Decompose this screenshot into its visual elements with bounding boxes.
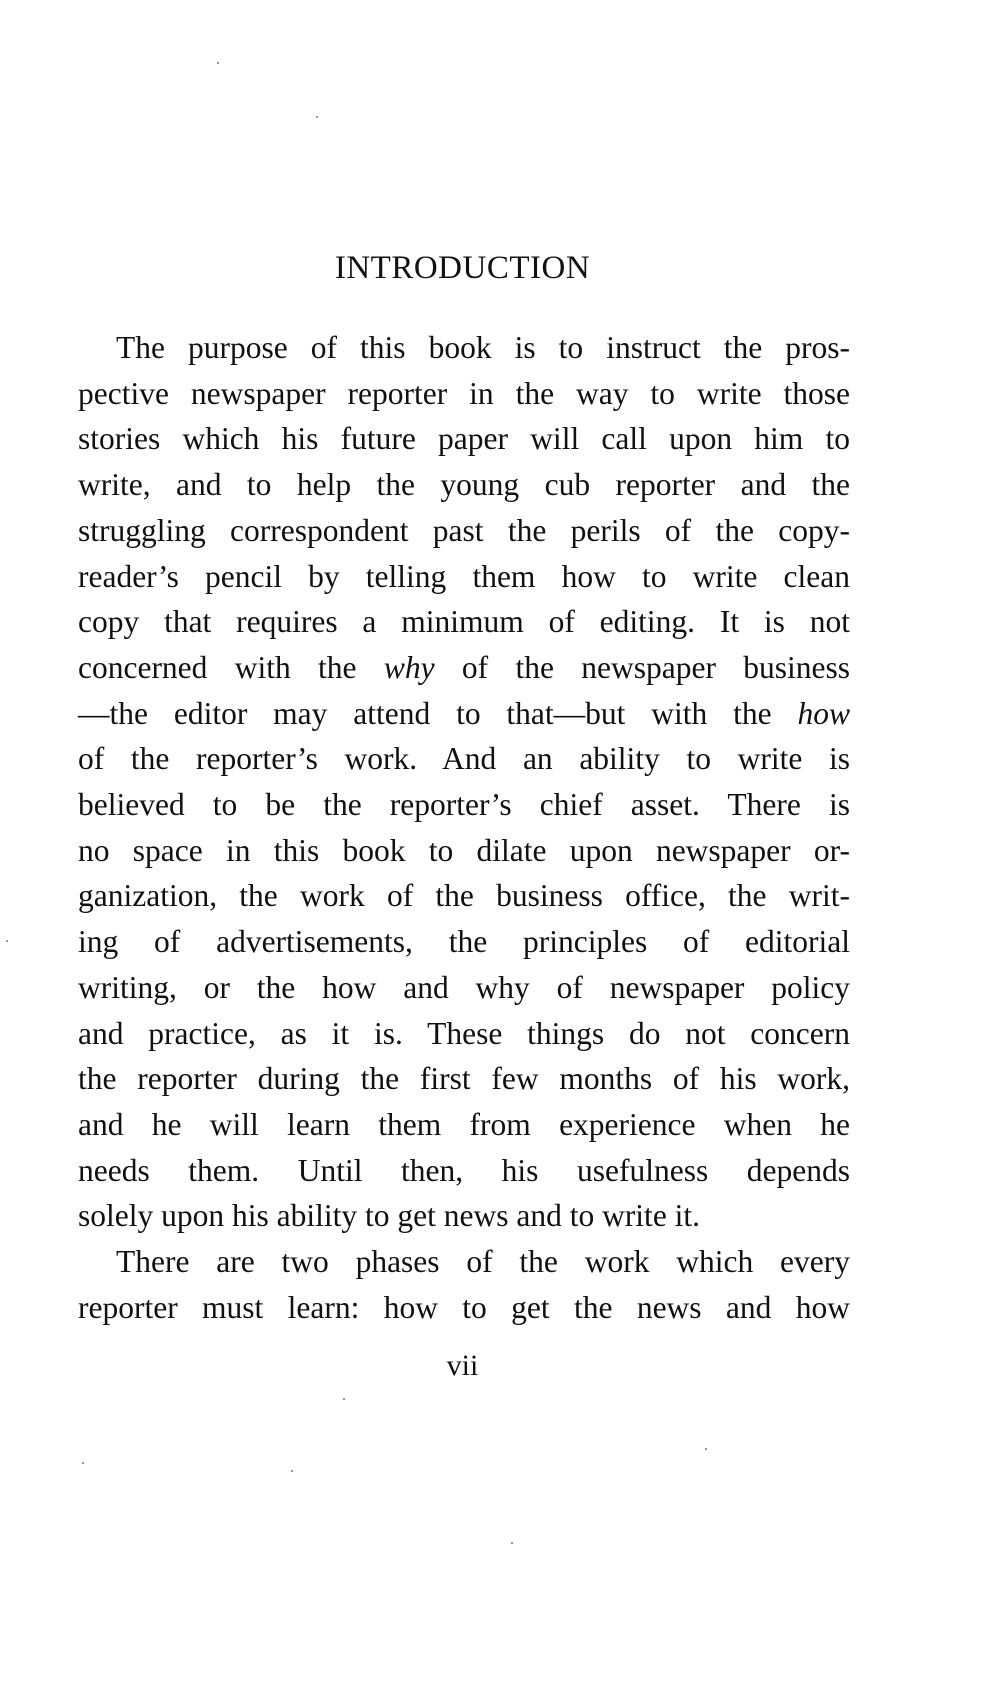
paragraph [78,325,850,1239]
body-text [78,325,850,1330]
text-line [78,645,850,691]
text-line: reporter must learn: how to get the news and how [78,1289,850,1325]
text-run: concerned with the [78,649,384,685]
scan-speck [316,116,318,118]
text-line: ing of advertisements, the principles of editorial [78,924,850,960]
text-line: believed to be the reporter’s chief asset. There is [78,787,850,823]
text-line: of the reporter’s work. And an ability to write is [78,741,850,777]
text-line: writing, or the how and why of newspaper policy [78,969,850,1005]
scan-speck [6,940,8,942]
text-line: struggling correspondent past the perils of the copy- [78,512,850,548]
scan-speck [343,1398,345,1400]
text-line: ganization, the work of the business office, the writ- [78,878,850,914]
text-line: solely upon his ability to get news and to write it. [78,1198,701,1234]
text-line: write, and to help the young cub reporter and the [78,467,850,503]
scan-speck [705,1448,707,1450]
text-line: the reporter during the first few months of his work, [78,1061,850,1097]
scan-speck [82,1462,84,1464]
text-line: reader’s pencil by telling them how to write clean [78,558,850,594]
italic-word: why [383,649,435,685]
text-line: needs them. Until then, his usefulness depends [78,1152,850,1188]
text-line: pective newspaper reporter in the way to write those [78,375,850,411]
text-run: —the editor may attend to that—but with the [78,695,798,731]
scan-speck [291,1470,293,1472]
text-line [78,691,850,737]
scan-speck [217,62,219,64]
paragraph [78,1239,850,1330]
chapter-heading: INTRODUCTION [334,250,591,286]
page-number: vii [446,1349,479,1382]
text-line: There are two phases of the work which every [116,1244,850,1280]
text-line: copy that requires a minimum of editing. It is not [78,604,850,640]
italic-word: how [797,695,850,731]
text-line: stories which his future paper will call upon him to [78,421,850,457]
text-line: The purpose of this book is to instruct the pros- [116,330,850,365]
text-line: and practice, as it is. These things do not concern [78,1015,850,1051]
scan-speck [511,1542,513,1544]
text-run: of the newspaper business [434,649,851,685]
text-line: no space in this book to dilate upon newspaper or- [78,832,850,868]
text-line: and he will learn them from experience when he [78,1106,850,1142]
